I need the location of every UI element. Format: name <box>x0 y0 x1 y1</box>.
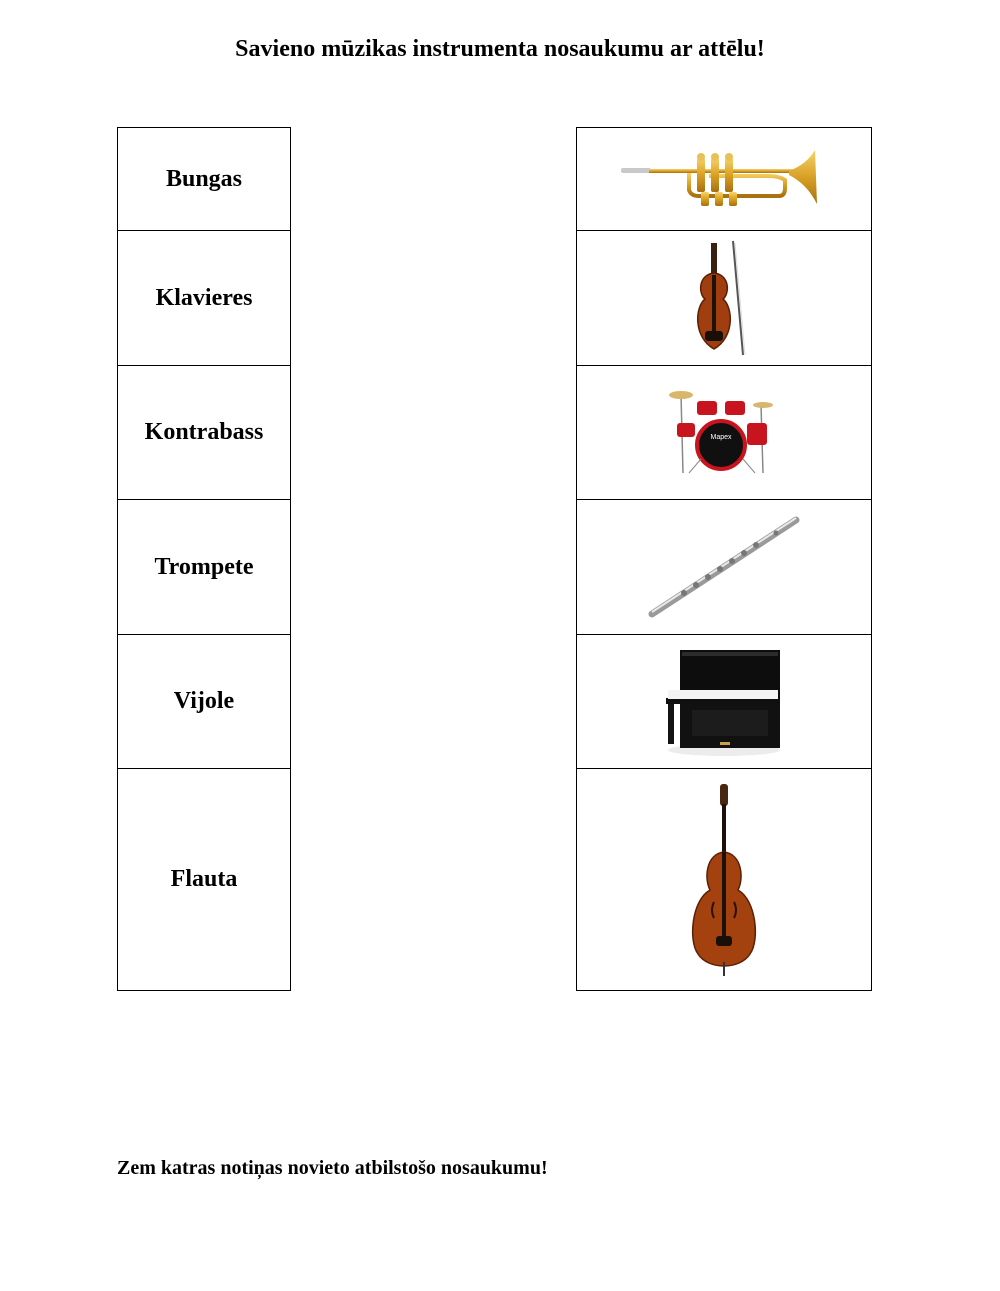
picture-card[interactable] <box>577 128 872 231</box>
names-column <box>117 127 291 991</box>
page-title: Savieno mūzikas instrumenta nosaukumu ar attēlu! <box>235 36 765 62</box>
name-card[interactable]: Klavieres <box>118 231 291 366</box>
pictures-column <box>576 127 872 991</box>
double-bass-icon <box>684 782 764 978</box>
drum-brand-label: Mapex <box>710 433 732 441</box>
picture-card[interactable] <box>577 231 872 366</box>
name-card[interactable]: Trompete <box>118 500 291 635</box>
name-card[interactable]: Bungas <box>118 128 291 231</box>
picture-card[interactable] <box>577 500 872 635</box>
drum-kit-icon <box>669 383 779 483</box>
violin-icon <box>689 237 759 359</box>
piano-icon <box>664 646 784 758</box>
picture-card[interactable] <box>577 366 872 500</box>
flute-icon <box>644 512 804 622</box>
instruction-text: Zem katras notiņas novieto atbilstošo nosaukumu! <box>117 1157 548 1179</box>
picture-card[interactable] <box>577 635 872 769</box>
name-card[interactable]: Vijole <box>118 635 291 769</box>
trumpet-icon <box>619 144 829 214</box>
name-card[interactable]: Kontrabass <box>118 366 291 500</box>
name-card[interactable]: Flauta <box>118 769 291 991</box>
picture-card[interactable] <box>577 769 872 991</box>
